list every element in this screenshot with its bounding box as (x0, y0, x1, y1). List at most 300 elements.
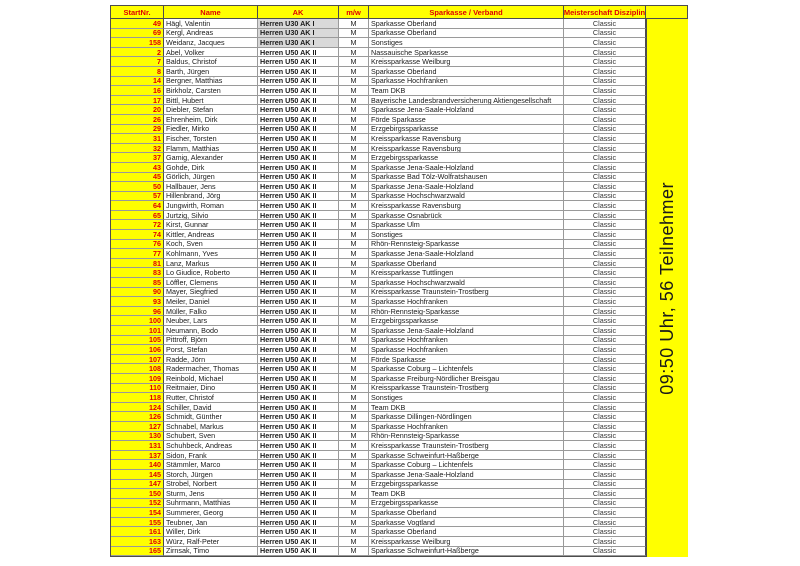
verband-cell: Kreissparkasse Traunstein-Trostberg (369, 288, 564, 298)
verband-cell: Nassauische Sparkasse (369, 48, 564, 58)
ak-cell: Herren U50 AK II (258, 115, 339, 125)
ak-cell: Herren U50 AK II (258, 460, 339, 470)
ak-cell: Herren U50 AK II (258, 355, 339, 365)
startnr-cell: 8 (111, 67, 164, 77)
disziplin-cell: Classic (564, 144, 646, 154)
name-cell: Kittler, Andreas (164, 230, 258, 240)
mw-cell: M (339, 480, 369, 490)
ak-cell: Herren U30 AK I (258, 38, 339, 48)
ak-cell: Herren U50 AK II (258, 220, 339, 230)
startnr-cell: 69 (111, 29, 164, 39)
disziplin-cell: Classic (564, 19, 646, 29)
name-cell: Lo Giudice, Roberto (164, 268, 258, 278)
verband-cell: Sparkasse Jena-Saale-Holzland (369, 249, 564, 259)
verband-cell: Sparkasse Hochfranken (369, 77, 564, 87)
startnr-cell: 17 (111, 96, 164, 106)
ak-cell: Herren U50 AK II (258, 393, 339, 403)
ak-cell: Herren U50 AK II (258, 364, 339, 374)
table-row (111, 105, 646, 115)
startnr-cell: 83 (111, 268, 164, 278)
disziplin-cell: Classic (564, 29, 646, 39)
startnr-cell: 127 (111, 422, 164, 432)
verband-cell: Sparkasse Hochfranken (369, 297, 564, 307)
mw-cell: M (339, 316, 369, 326)
table-row (111, 412, 646, 422)
disziplin-cell: Classic (564, 422, 646, 432)
verband-cell: Kreissparkasse Ravensburg (369, 134, 564, 144)
verband-cell: Sparkasse Jena-Saale-Holzland (369, 326, 564, 336)
disziplin-cell: Classic (564, 480, 646, 490)
ak-cell: Herren U50 AK II (258, 144, 339, 154)
disziplin-cell: Classic (564, 403, 646, 413)
verband-cell: Erzgebirgssparkasse (369, 153, 564, 163)
table-row (111, 432, 646, 442)
startnr-cell: 43 (111, 163, 164, 173)
mw-cell: M (339, 115, 369, 125)
ak-cell: Herren U50 AK II (258, 441, 339, 451)
table-header-row (111, 6, 687, 19)
verband-cell: Rhön-Rennsteig-Sparkasse (369, 240, 564, 250)
disziplin-cell: Classic (564, 67, 646, 77)
mw-cell: M (339, 384, 369, 394)
disziplin-cell: Classic (564, 249, 646, 259)
disziplin-cell: Classic (564, 499, 646, 509)
mw-cell: M (339, 57, 369, 67)
verband-cell: Sparkasse Oberland (369, 67, 564, 77)
col-header-verband: Sparkasse / Verband (369, 6, 564, 19)
ak-cell: Herren U50 AK II (258, 336, 339, 346)
startnr-cell: 124 (111, 403, 164, 413)
name-cell: Barth, Jürgen (164, 67, 258, 77)
mw-cell: M (339, 125, 369, 135)
disziplin-cell: Classic (564, 182, 646, 192)
table-row (111, 182, 646, 192)
disziplin-cell: Classic (564, 384, 646, 394)
ak-cell: Herren U50 AK II (258, 192, 339, 202)
ak-cell: Herren U50 AK II (258, 412, 339, 422)
name-cell: Würz, Ralf-Peter (164, 537, 258, 547)
name-cell: Abel, Volker (164, 48, 258, 58)
mw-cell: M (339, 105, 369, 115)
name-cell: Stämmler, Marco (164, 460, 258, 470)
mw-cell: M (339, 451, 369, 461)
ak-cell: Herren U50 AK II (258, 268, 339, 278)
ak-cell: Herren U50 AK II (258, 508, 339, 518)
verband-cell: Kreissparkasse Ravensburg (369, 201, 564, 211)
name-cell: Löffler, Clemens (164, 278, 258, 288)
startnr-cell: 76 (111, 240, 164, 250)
mw-cell: M (339, 336, 369, 346)
disziplin-cell: Classic (564, 470, 646, 480)
startnr-cell: 154 (111, 508, 164, 518)
disziplin-cell: Classic (564, 393, 646, 403)
verband-cell: Sonstiges (369, 393, 564, 403)
verband-cell: Erzgebirgssparkasse (369, 125, 564, 135)
disziplin-cell: Classic (564, 547, 646, 557)
table-row (111, 345, 646, 355)
startnr-cell: 101 (111, 326, 164, 336)
name-cell: Fischer, Torsten (164, 134, 258, 144)
ak-cell: Herren U50 AK II (258, 422, 339, 432)
mw-cell: M (339, 240, 369, 250)
mw-cell: M (339, 96, 369, 106)
ak-cell: Herren U50 AK II (258, 230, 339, 240)
startnr-cell: 147 (111, 480, 164, 490)
name-cell: Schnabel, Markus (164, 422, 258, 432)
verband-cell: Sparkasse Dillingen-Nördlingen (369, 412, 564, 422)
mw-cell: M (339, 432, 369, 442)
mw-cell: M (339, 374, 369, 384)
verband-cell: Sparkasse Hochfranken (369, 422, 564, 432)
name-cell: Gohde, Dirk (164, 163, 258, 173)
mw-cell: M (339, 259, 369, 269)
verband-cell: Sparkasse Schweinfurt-Haßberge (369, 451, 564, 461)
verband-cell: Sparkasse Bad Tölz-Wolfratshausen (369, 173, 564, 183)
verband-cell: Sparkasse Oberland (369, 29, 564, 39)
name-cell: Fiedler, Mirko (164, 125, 258, 135)
mw-cell: M (339, 38, 369, 48)
verband-cell: Sparkasse Jena-Saale-Holzland (369, 163, 564, 173)
table-row (111, 125, 646, 135)
startnr-cell: 45 (111, 173, 164, 183)
name-cell: Mayer, Siegfried (164, 288, 258, 298)
table-row (111, 364, 646, 374)
startnr-cell: 165 (111, 547, 164, 557)
startnr-cell: 163 (111, 537, 164, 547)
disziplin-cell: Classic (564, 412, 646, 422)
mw-cell: M (339, 220, 369, 230)
disziplin-cell: Classic (564, 364, 646, 374)
ak-cell: Herren U30 AK I (258, 19, 339, 29)
verband-cell: Kreissparkasse Weilburg (369, 57, 564, 67)
table-row (111, 211, 646, 221)
startnr-cell: 50 (111, 182, 164, 192)
table-row (111, 527, 646, 537)
ak-cell: Herren U50 AK II (258, 527, 339, 537)
mw-cell: M (339, 182, 369, 192)
startnr-cell: 31 (111, 134, 164, 144)
verband-cell: Team DKB (369, 403, 564, 413)
ak-cell: Herren U50 AK II (258, 297, 339, 307)
col-header-startnr: StartNr. (111, 6, 164, 19)
disziplin-cell: Classic (564, 288, 646, 298)
disziplin-cell: Classic (564, 441, 646, 451)
ak-cell: Herren U50 AK II (258, 547, 339, 557)
table-row (111, 451, 646, 461)
startnr-cell: 118 (111, 393, 164, 403)
verband-cell: Sparkasse Osnabrück (369, 211, 564, 221)
verband-cell: Sparkasse Coburg – Lichtenfels (369, 460, 564, 470)
startnr-cell: 7 (111, 57, 164, 67)
mw-cell: M (339, 173, 369, 183)
table-row (111, 518, 646, 528)
startnr-cell: 155 (111, 518, 164, 528)
disziplin-cell: Classic (564, 220, 646, 230)
name-cell: Pittroff, Björn (164, 336, 258, 346)
disziplin-cell: Classic (564, 307, 646, 317)
startnr-cell: 152 (111, 499, 164, 509)
ak-cell: Herren U50 AK II (258, 48, 339, 58)
table-row (111, 278, 646, 288)
verband-cell: Rhön-Rennsteig-Sparkasse (369, 432, 564, 442)
ak-cell: Herren U50 AK II (258, 77, 339, 87)
name-cell: Suhrmann, Matthias (164, 499, 258, 509)
verband-cell: Rhön-Rennsteig-Sparkasse (369, 307, 564, 317)
table-row (111, 326, 646, 336)
verband-cell: Sparkasse Ulm (369, 220, 564, 230)
table-body (111, 19, 646, 557)
table-row (111, 201, 646, 211)
mw-cell: M (339, 527, 369, 537)
startnr-cell: 93 (111, 297, 164, 307)
disziplin-cell: Classic (564, 489, 646, 499)
startnr-cell: 65 (111, 211, 164, 221)
verband-cell: Bayerische Landesbrandversicherung Aktiengesellschaft (369, 96, 564, 106)
disziplin-cell: Classic (564, 48, 646, 58)
table-row (111, 489, 646, 499)
name-cell: Storch, Jürgen (164, 470, 258, 480)
name-cell: Hillenbrand, Jörg (164, 192, 258, 202)
table-row (111, 38, 646, 48)
disziplin-cell: Classic (564, 268, 646, 278)
mw-cell: M (339, 192, 369, 202)
mw-cell: M (339, 67, 369, 77)
ak-cell: Herren U50 AK II (258, 153, 339, 163)
name-cell: Radermacher, Thomas (164, 364, 258, 374)
col-header-name: Name (164, 6, 258, 19)
mw-cell: M (339, 470, 369, 480)
ak-cell: Herren U50 AK II (258, 57, 339, 67)
startnr-cell: 26 (111, 115, 164, 125)
ak-cell: Herren U50 AK II (258, 173, 339, 183)
mw-cell: M (339, 537, 369, 547)
table-row (111, 268, 646, 278)
table-row (111, 537, 646, 547)
startnr-cell: 109 (111, 374, 164, 384)
table-row (111, 115, 646, 125)
mw-cell: M (339, 518, 369, 528)
table-row (111, 307, 646, 317)
verband-cell: Erzgebirgssparkasse (369, 499, 564, 509)
table-row (111, 19, 646, 29)
startnr-cell: 2 (111, 48, 164, 58)
table-row (111, 173, 646, 183)
mw-cell: M (339, 297, 369, 307)
verband-cell: Förde Sparkasse (369, 115, 564, 125)
verband-cell: Sparkasse Hochschwarzwald (369, 278, 564, 288)
table-row (111, 393, 646, 403)
name-cell: Jurtzig, Silvio (164, 211, 258, 221)
startnr-cell: 29 (111, 125, 164, 135)
verband-cell: Erzgebirgssparkasse (369, 316, 564, 326)
startnr-cell: 110 (111, 384, 164, 394)
disziplin-cell: Classic (564, 518, 646, 528)
mw-cell: M (339, 547, 369, 557)
ak-cell: Herren U50 AK II (258, 326, 339, 336)
table-row (111, 57, 646, 67)
startnr-cell: 64 (111, 201, 164, 211)
ak-cell: Herren U50 AK II (258, 201, 339, 211)
name-cell: Diebler, Stefan (164, 105, 258, 115)
name-cell: Koch, Sven (164, 240, 258, 250)
startnr-cell: 32 (111, 144, 164, 154)
disziplin-cell: Classic (564, 96, 646, 106)
mw-cell: M (339, 86, 369, 96)
table-row (111, 67, 646, 77)
table-row (111, 230, 646, 240)
name-cell: Teubner, Jan (164, 518, 258, 528)
startnr-cell: 140 (111, 460, 164, 470)
ak-cell: Herren U50 AK II (258, 163, 339, 173)
ak-cell: Herren U50 AK II (258, 537, 339, 547)
verband-cell: Kreissparkasse Traunstein-Trostberg (369, 441, 564, 451)
disziplin-cell: Classic (564, 345, 646, 355)
table-row (111, 508, 646, 518)
startnr-cell: 137 (111, 451, 164, 461)
ak-cell: Herren U50 AK II (258, 345, 339, 355)
table-row (111, 355, 646, 365)
startnr-cell: 77 (111, 249, 164, 259)
mw-cell: M (339, 144, 369, 154)
ak-cell: Herren U50 AK II (258, 288, 339, 298)
disziplin-cell: Classic (564, 86, 646, 96)
name-cell: Gamig, Alexander (164, 153, 258, 163)
mw-cell: M (339, 307, 369, 317)
table-row (111, 192, 646, 202)
table-row (111, 153, 646, 163)
startnr-cell: 108 (111, 364, 164, 374)
verband-cell: Kreissparkasse Tuttlingen (369, 268, 564, 278)
table-row (111, 240, 646, 250)
ak-cell: Herren U50 AK II (258, 240, 339, 250)
disziplin-cell: Classic (564, 374, 646, 384)
table-row (111, 96, 646, 106)
verband-cell: Kreissparkasse Traunstein-Trostberg (369, 384, 564, 394)
disziplin-cell: Classic (564, 125, 646, 135)
name-cell: Lanz, Markus (164, 259, 258, 269)
ak-cell: Herren U50 AK II (258, 182, 339, 192)
name-cell: Kergl, Andreas (164, 29, 258, 39)
startnr-cell: 145 (111, 470, 164, 480)
name-cell: Kohlmann, Yves (164, 249, 258, 259)
startnr-cell: 57 (111, 192, 164, 202)
table-row (111, 144, 646, 154)
table-row (111, 336, 646, 346)
ak-cell: Herren U50 AK II (258, 316, 339, 326)
verband-cell: Sparkasse Vogtland (369, 518, 564, 528)
name-cell: Meiler, Daniel (164, 297, 258, 307)
name-cell: Schubert, Sven (164, 432, 258, 442)
table-row (111, 480, 646, 490)
startnr-cell: 90 (111, 288, 164, 298)
verband-cell: Sparkasse Hochfranken (369, 345, 564, 355)
disziplin-cell: Classic (564, 537, 646, 547)
name-cell: Bergner, Matthias (164, 77, 258, 87)
table-row (111, 29, 646, 39)
col-header-session-empty (646, 6, 687, 19)
table-row (111, 77, 646, 87)
table-row (111, 499, 646, 509)
startnr-cell: 126 (111, 412, 164, 422)
mw-cell: M (339, 441, 369, 451)
table-row (111, 163, 646, 173)
mw-cell: M (339, 19, 369, 29)
table-row (111, 547, 646, 557)
disziplin-cell: Classic (564, 134, 646, 144)
name-cell: Bittl, Hubert (164, 96, 258, 106)
verband-cell: Sonstiges (369, 230, 564, 240)
disziplin-cell: Classic (564, 460, 646, 470)
table-row (111, 297, 646, 307)
ak-cell: Herren U50 AK II (258, 105, 339, 115)
disziplin-cell: Classic (564, 163, 646, 173)
ak-cell: Herren U50 AK II (258, 96, 339, 106)
ak-cell: Herren U50 AK II (258, 470, 339, 480)
ak-cell: Herren U50 AK II (258, 307, 339, 317)
table-row (111, 470, 646, 480)
startnr-cell: 96 (111, 307, 164, 317)
startnr-cell: 16 (111, 86, 164, 96)
verband-cell: Team DKB (369, 489, 564, 499)
name-cell: Zirnsak, Timo (164, 547, 258, 557)
mw-cell: M (339, 364, 369, 374)
verband-cell: Erzgebirgssparkasse (369, 480, 564, 490)
mw-cell: M (339, 355, 369, 365)
name-cell: Radde, Jörn (164, 355, 258, 365)
disziplin-cell: Classic (564, 527, 646, 537)
verband-cell: Sparkasse Oberland (369, 527, 564, 537)
disziplin-cell: Classic (564, 38, 646, 48)
table-row (111, 422, 646, 432)
verband-cell: Förde Sparkasse (369, 355, 564, 365)
startnr-cell: 85 (111, 278, 164, 288)
table-row (111, 316, 646, 326)
ak-cell: Herren U50 AK II (258, 134, 339, 144)
name-cell: Sturm, Jens (164, 489, 258, 499)
name-cell: Hallbauer, Jens (164, 182, 258, 192)
verband-cell: Sparkasse Hochfranken (369, 336, 564, 346)
table-row (111, 403, 646, 413)
table-row (111, 249, 646, 259)
mw-cell: M (339, 48, 369, 58)
mw-cell: M (339, 211, 369, 221)
name-cell: Sidon, Frank (164, 451, 258, 461)
startnr-cell: 150 (111, 489, 164, 499)
verband-cell: Sparkasse Freiburg-Nördlicher Breisgau (369, 374, 564, 384)
mw-cell: M (339, 249, 369, 259)
disziplin-cell: Classic (564, 432, 646, 442)
verband-cell: Sparkasse Jena-Saale-Holzland (369, 182, 564, 192)
name-cell: Görlich, Jürgen (164, 173, 258, 183)
ak-cell: Herren U50 AK II (258, 451, 339, 461)
mw-cell: M (339, 230, 369, 240)
mw-cell: M (339, 268, 369, 278)
name-cell: Neumann, Bodo (164, 326, 258, 336)
ak-cell: Herren U50 AK II (258, 403, 339, 413)
disziplin-cell: Classic (564, 77, 646, 87)
name-cell: Weidanz, Jacques (164, 38, 258, 48)
verband-cell: Sparkasse Hochschwarzwald (369, 192, 564, 202)
disziplin-cell: Classic (564, 278, 646, 288)
name-cell: Kirst, Gunnar (164, 220, 258, 230)
name-cell: Reinbold, Michael (164, 374, 258, 384)
mw-cell: M (339, 499, 369, 509)
name-cell: Ehrenheim, Dirk (164, 115, 258, 125)
disziplin-cell: Classic (564, 173, 646, 183)
startnr-cell: 100 (111, 316, 164, 326)
name-cell: Willer, Dirk (164, 527, 258, 537)
name-cell: Rutter, Christof (164, 393, 258, 403)
